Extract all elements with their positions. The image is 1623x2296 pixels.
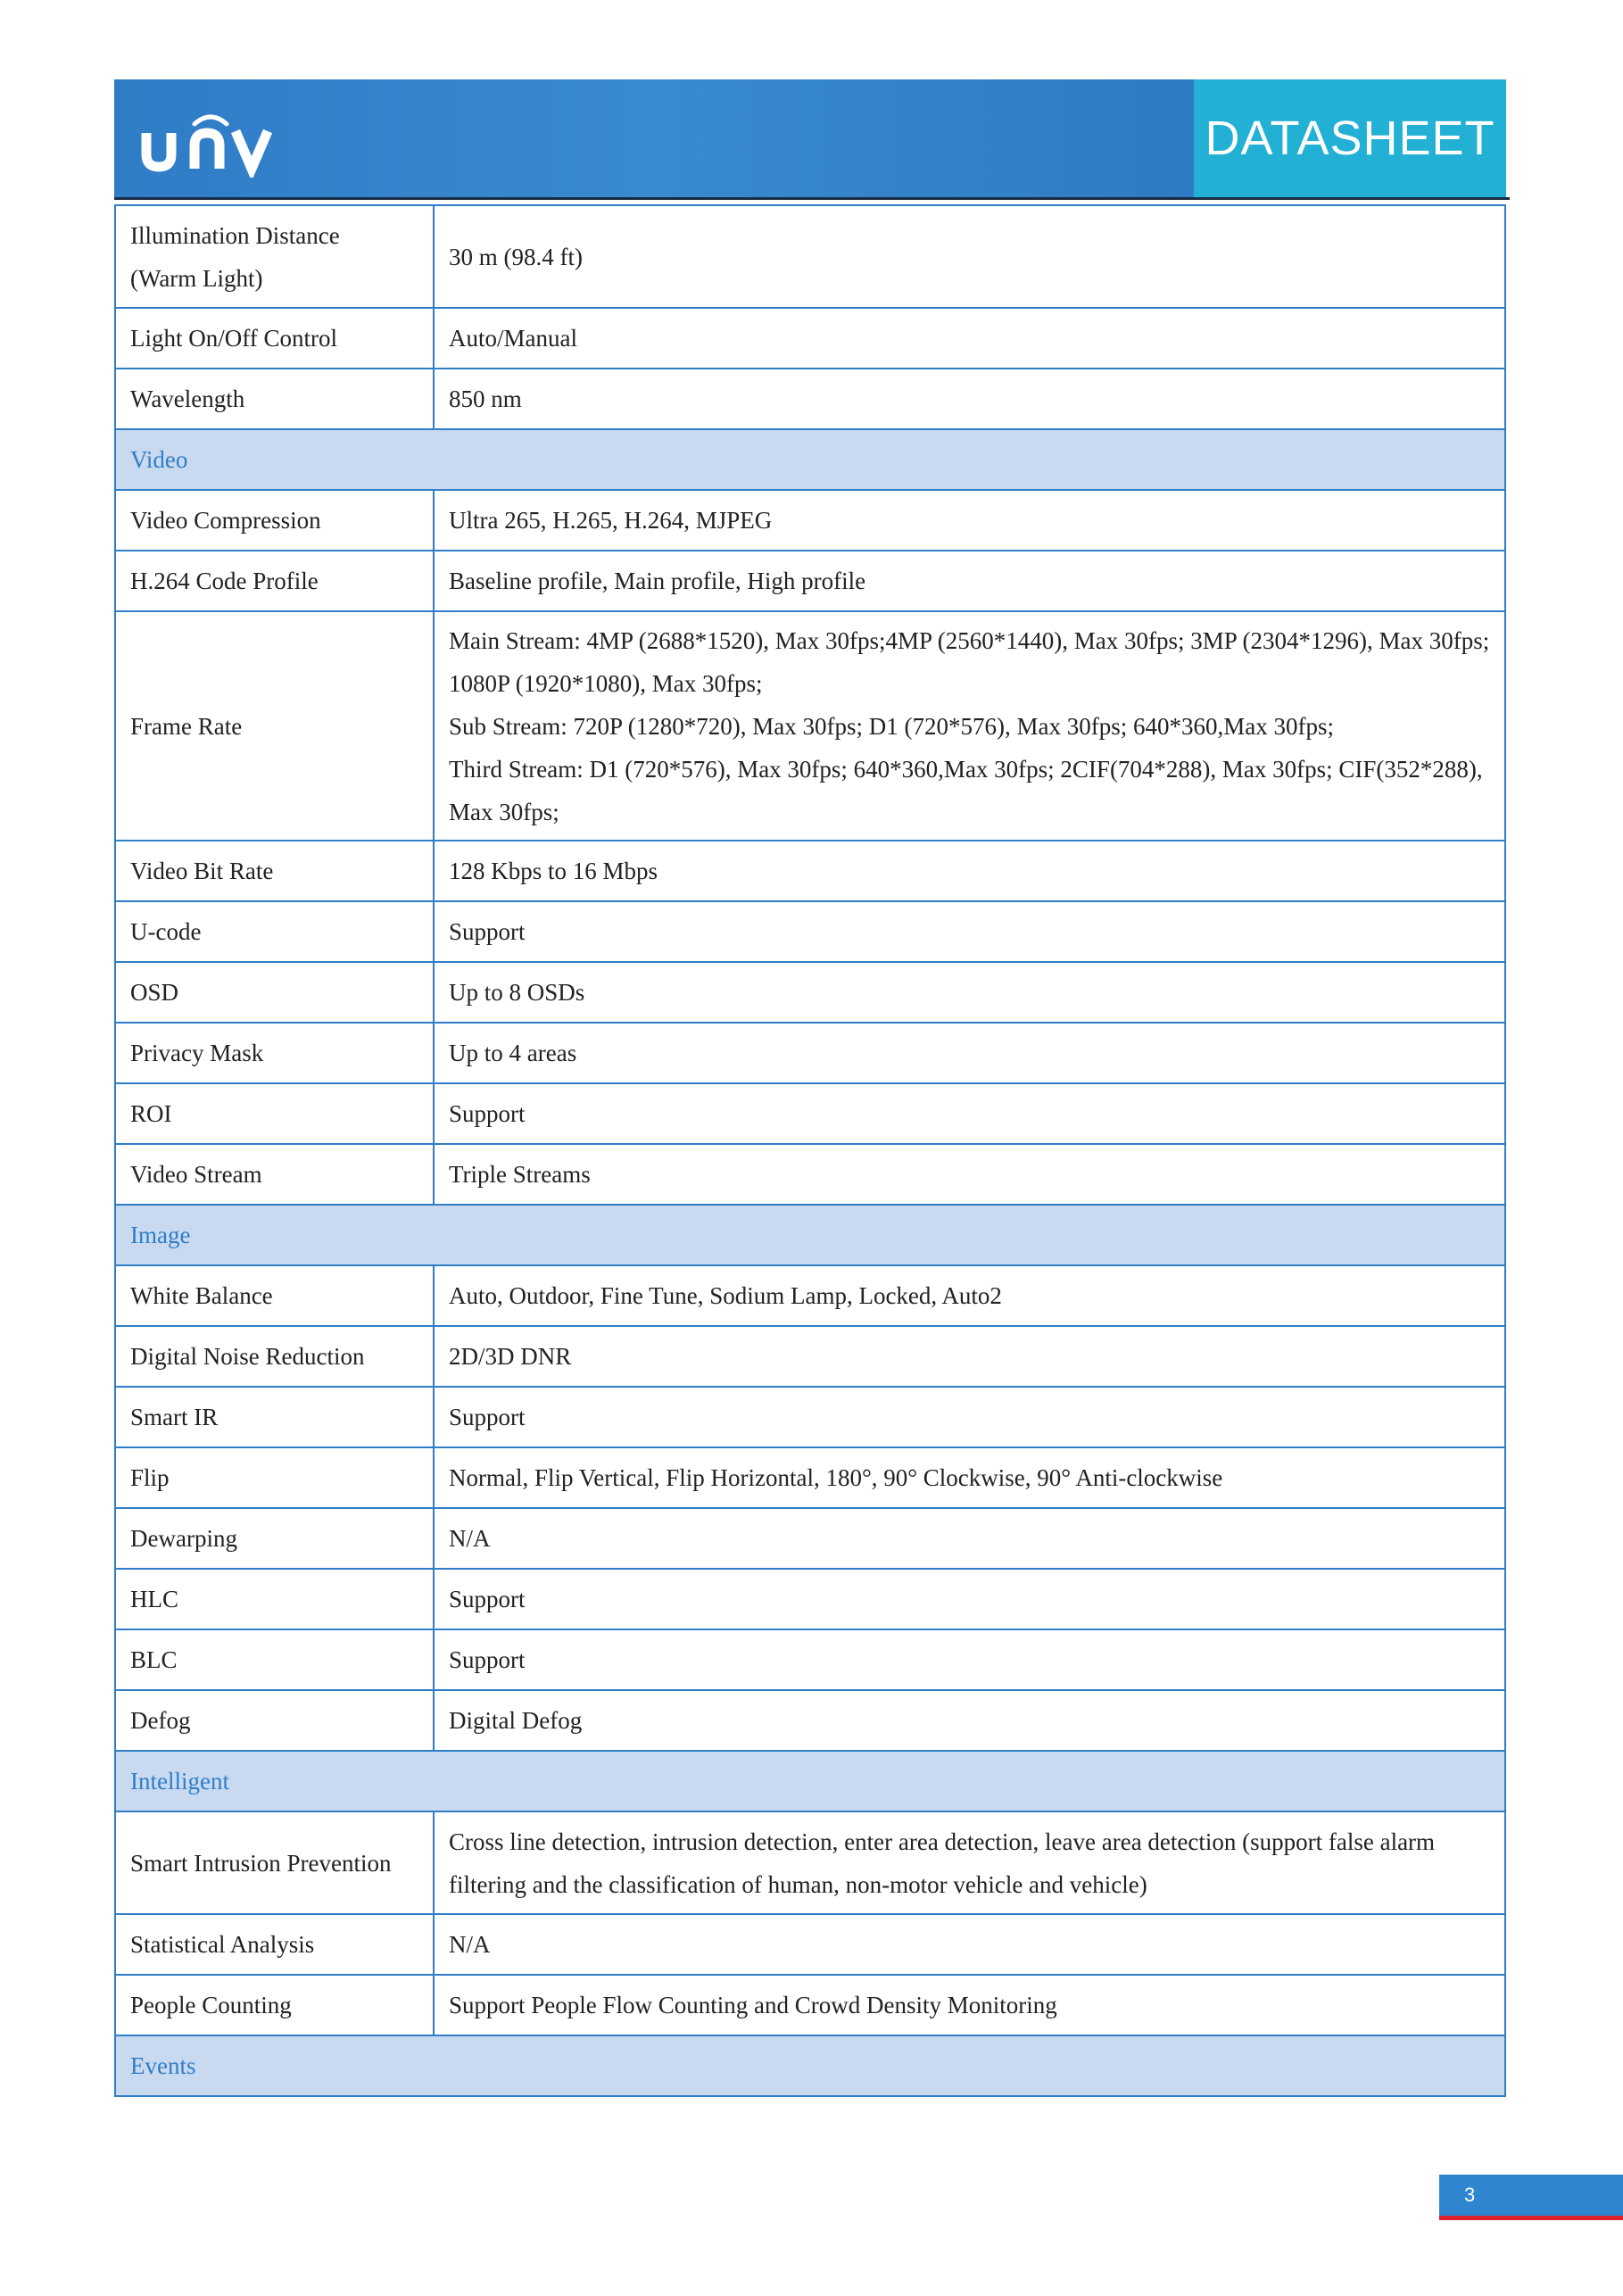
spec-value: Auto/Manual [434, 308, 1505, 369]
spec-row [115, 369, 1505, 429]
brand-banner [114, 79, 1194, 197]
spec-value: Support [434, 1387, 1505, 1447]
spec-row [115, 1447, 1505, 1508]
section-header-row [115, 1205, 1505, 1265]
spec-value: Support [434, 1569, 1505, 1629]
spec-label: Statistical Analysis [115, 1914, 434, 1975]
section-header-row [115, 429, 1505, 490]
section-title: Events [115, 2035, 1505, 2096]
datasheet-title: DATASHEET [1194, 79, 1506, 197]
spec-label: Flip [115, 1447, 434, 1508]
spec-label: Frame Rate [115, 611, 434, 841]
spec-label: U-code [115, 901, 434, 962]
spec-label: BLC [115, 1629, 434, 1690]
spec-label: H.264 Code Profile [115, 551, 434, 611]
spec-row [115, 1023, 1505, 1083]
spec-label: HLC [115, 1569, 434, 1629]
spec-value: N/A [434, 1508, 1505, 1569]
header-rule [114, 197, 1510, 200]
spec-row [115, 1975, 1505, 2035]
unv-logo [139, 101, 282, 178]
spec-value: Auto, Outdoor, Fine Tune, Sodium Lamp, Locked, Auto2 [434, 1265, 1505, 1326]
spec-row [115, 1629, 1505, 1690]
spec-value: Triple Streams [434, 1144, 1505, 1205]
spec-value: Main Stream: 4MP (2688*1520), Max 30fps;4MP (2560*1440), Max 30fps; 3MP (2304*1296), Max 30fps; 1080P (1920*1080), Max 30fps; Sub Stream: 720P (1280*720), Max 30fps; D1 (720*576), Max 30fps; 640*360,Max 30fps; Third Stream: D1 (720*576), Max 30fps; 640*360,Max 30fps; 2CIF(704*288), Max 30fps; CIF(352*288), Max 30fps; [434, 611, 1505, 841]
spec-label: Privacy Mask [115, 1023, 434, 1083]
spec-label: ROI [115, 1083, 434, 1144]
spec-value: Support [434, 1629, 1505, 1690]
page-number: 3 [1439, 2175, 1623, 2216]
spec-value: N/A [434, 1914, 1505, 1975]
spec-label: Defog [115, 1690, 434, 1751]
spec-label: Digital Noise Reduction [115, 1326, 434, 1387]
spec-label: Illumination Distance (Warm Light) [115, 205, 434, 308]
spec-row [115, 1508, 1505, 1569]
spec-label: Light On/Off Control [115, 308, 434, 369]
spec-row [115, 841, 1505, 901]
spec-row [115, 901, 1505, 962]
page-header [114, 79, 1506, 197]
spec-value: Support People Flow Counting and Crowd Density Monitoring [434, 1975, 1505, 2035]
spec-row [115, 962, 1505, 1023]
spec-value: Support [434, 1083, 1505, 1144]
spec-row [115, 1811, 1505, 1914]
spec-row [115, 611, 1505, 841]
spec-label: Video Compression [115, 490, 434, 551]
spec-row [115, 1083, 1505, 1144]
spec-value: Normal, Flip Vertical, Flip Horizontal, 180°, 90° Clockwise, 90° Anti-clockwise [434, 1447, 1505, 1508]
spec-label: Smart Intrusion Prevention [115, 1811, 434, 1914]
spec-label: OSD [115, 962, 434, 1023]
spec-value: 2D/3D DNR [434, 1326, 1505, 1387]
spec-label: Dewarping [115, 1508, 434, 1569]
spec-row [115, 1387, 1505, 1447]
spec-value: 850 nm [434, 369, 1505, 429]
spec-row [115, 551, 1505, 611]
spec-label: Wavelength [115, 369, 434, 429]
section-title: Image [115, 1205, 1505, 1265]
spec-value: 128 Kbps to 16 Mbps [434, 841, 1505, 901]
spec-label: People Counting [115, 1975, 434, 2035]
spec-row [115, 308, 1505, 369]
spec-value: Up to 8 OSDs [434, 962, 1505, 1023]
spec-value: Digital Defog [434, 1690, 1505, 1751]
spec-row [115, 1144, 1505, 1205]
spec-label: White Balance [115, 1265, 434, 1326]
spec-row [115, 1265, 1505, 1326]
spec-table [114, 204, 1506, 2097]
spec-row [115, 1690, 1505, 1751]
spec-row [115, 1569, 1505, 1629]
spec-row [115, 1914, 1505, 1975]
spec-value: Cross line detection, intrusion detection, enter area detection, leave area detection (support false alarm filtering and the classification of human, non-motor vehicle and vehicle) [434, 1811, 1505, 1914]
spec-row [115, 490, 1505, 551]
spec-value: Baseline profile, Main profile, High profile [434, 551, 1505, 611]
section-title: Intelligent [115, 1751, 1505, 1811]
spec-value: Ultra 265, H.265, H.264, MJPEG [434, 490, 1505, 551]
spec-label: Video Stream [115, 1144, 434, 1205]
spec-label: Video Bit Rate [115, 841, 434, 901]
spec-row [115, 205, 1505, 308]
spec-row [115, 1326, 1505, 1387]
spec-value: Up to 4 areas [434, 1023, 1505, 1083]
spec-value: 30 m (98.4 ft) [434, 205, 1505, 308]
spec-label: Smart IR [115, 1387, 434, 1447]
section-header-row [115, 1751, 1505, 1811]
section-header-row [115, 2035, 1505, 2096]
page-number-accent [1439, 2216, 1623, 2220]
section-title: Video [115, 429, 1505, 490]
spec-value: Support [434, 901, 1505, 962]
